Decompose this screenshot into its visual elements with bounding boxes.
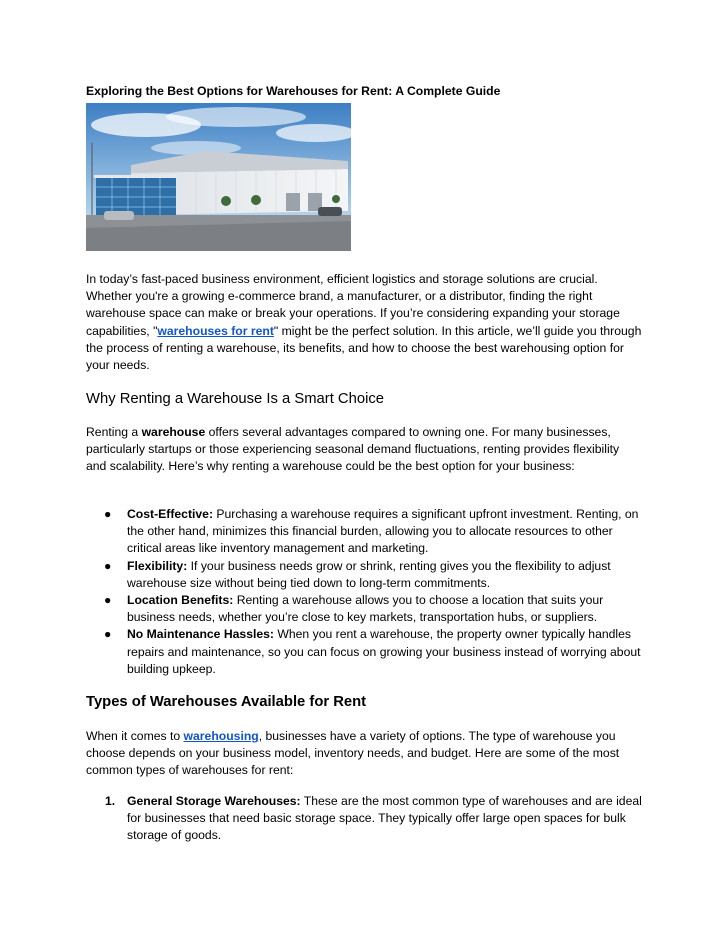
list-item-label: Flexibility: bbox=[127, 558, 188, 573]
benefits-list bbox=[86, 506, 646, 678]
bullet-icon: ● bbox=[104, 627, 112, 642]
section2-heading: Types of Warehouses Available for Rent bbox=[86, 694, 367, 710]
intro-paragraph bbox=[86, 271, 642, 374]
list-item bbox=[86, 626, 646, 678]
list-item-text: When you rent a warehouse, the property owner typically handles repairs and maintenance, so you can focus on growing your business instead of worrying about building upkeep. bbox=[127, 627, 641, 676]
list-item-text: These are the most common type of warehouses and are ideal for businesses that need basic storage space. They typically offer large open spaces for bulk storage of goods. bbox=[127, 794, 642, 843]
section1-bold-term: warehouse bbox=[141, 425, 206, 439]
list-item-text: Purchasing a warehouse requires a significant upfront investment. Renting, on the other hand, minimizes this financial burden, allowing you to allocate resources to other critical areas like inventory management and marketing. bbox=[127, 507, 639, 556]
bullet-icon: ● bbox=[104, 507, 112, 521]
intro-text-end: " might be the perfect solution. In this article, we’ll guide you through the process of renting a warehouse, its benefits, and how to choose the best warehousing option for your needs. bbox=[86, 323, 642, 373]
list-item bbox=[86, 793, 646, 845]
document-title: Exploring the Best Options for Warehouses for Rent: A Complete Guide bbox=[86, 84, 501, 98]
warehouse-photo bbox=[86, 103, 351, 251]
section1-paragraph bbox=[86, 424, 642, 476]
warehouse-types-list bbox=[86, 793, 646, 845]
section1-text-start: Renting a bbox=[86, 425, 142, 439]
section1-heading: Why Renting a Warehouse Is a Smart Choice bbox=[86, 391, 384, 407]
list-item-label: Location Benefits: bbox=[127, 593, 234, 608]
section1-text-end: offers several advantages compared to owning one. For many businesses, particularly startups or those experiencing seasonal demand fluctuations, renting provides flexibility and scalability. Here’s why renting a warehouse could be the best option for your business: bbox=[86, 425, 620, 474]
list-item-label: General Storage Warehouses: bbox=[127, 794, 301, 808]
list-item-number: 1. bbox=[105, 794, 116, 808]
list-item bbox=[86, 558, 646, 592]
bullet-icon: ● bbox=[104, 593, 112, 608]
section2-paragraph bbox=[86, 728, 642, 780]
list-item-label: Cost-Effective: bbox=[127, 507, 214, 521]
list-item bbox=[86, 592, 646, 626]
list-item-text: If your business needs grow or shrink, renting gives you the flexibility to adjust warehouse size without being tied down to long-term commitments. bbox=[127, 558, 611, 590]
bullet-icon: ● bbox=[104, 558, 112, 573]
warehousing-link[interactable]: warehousing bbox=[183, 729, 259, 743]
list-item bbox=[86, 506, 646, 558]
list-item-text: Renting a warehouse allows you to choose a location that suits your business needs, whether you’re close to key markets, transportation hubs, or suppliers. bbox=[127, 593, 604, 625]
section2-text-start: When it comes to bbox=[86, 729, 184, 743]
list-item-label: No Maintenance Hassles: bbox=[127, 627, 274, 642]
section2-text-end: , businesses have a variety of options. The type of warehouse you choose depends on your business model, inventory needs, and budget. Here are some of the most common types of warehouses for rent: bbox=[86, 729, 620, 778]
warehouses-for-rent-link[interactable]: warehouses for rent bbox=[157, 323, 274, 338]
intro-text-start: In today’s fast-paced business environment, efficient logistics and storage solutions are crucial. Whether you're a growing e-commerce brand, a manufacturer, or a distributor, finding the right warehouse space can make or break your operations. If you’re considering expanding your storage capabilities, " bbox=[86, 272, 620, 338]
